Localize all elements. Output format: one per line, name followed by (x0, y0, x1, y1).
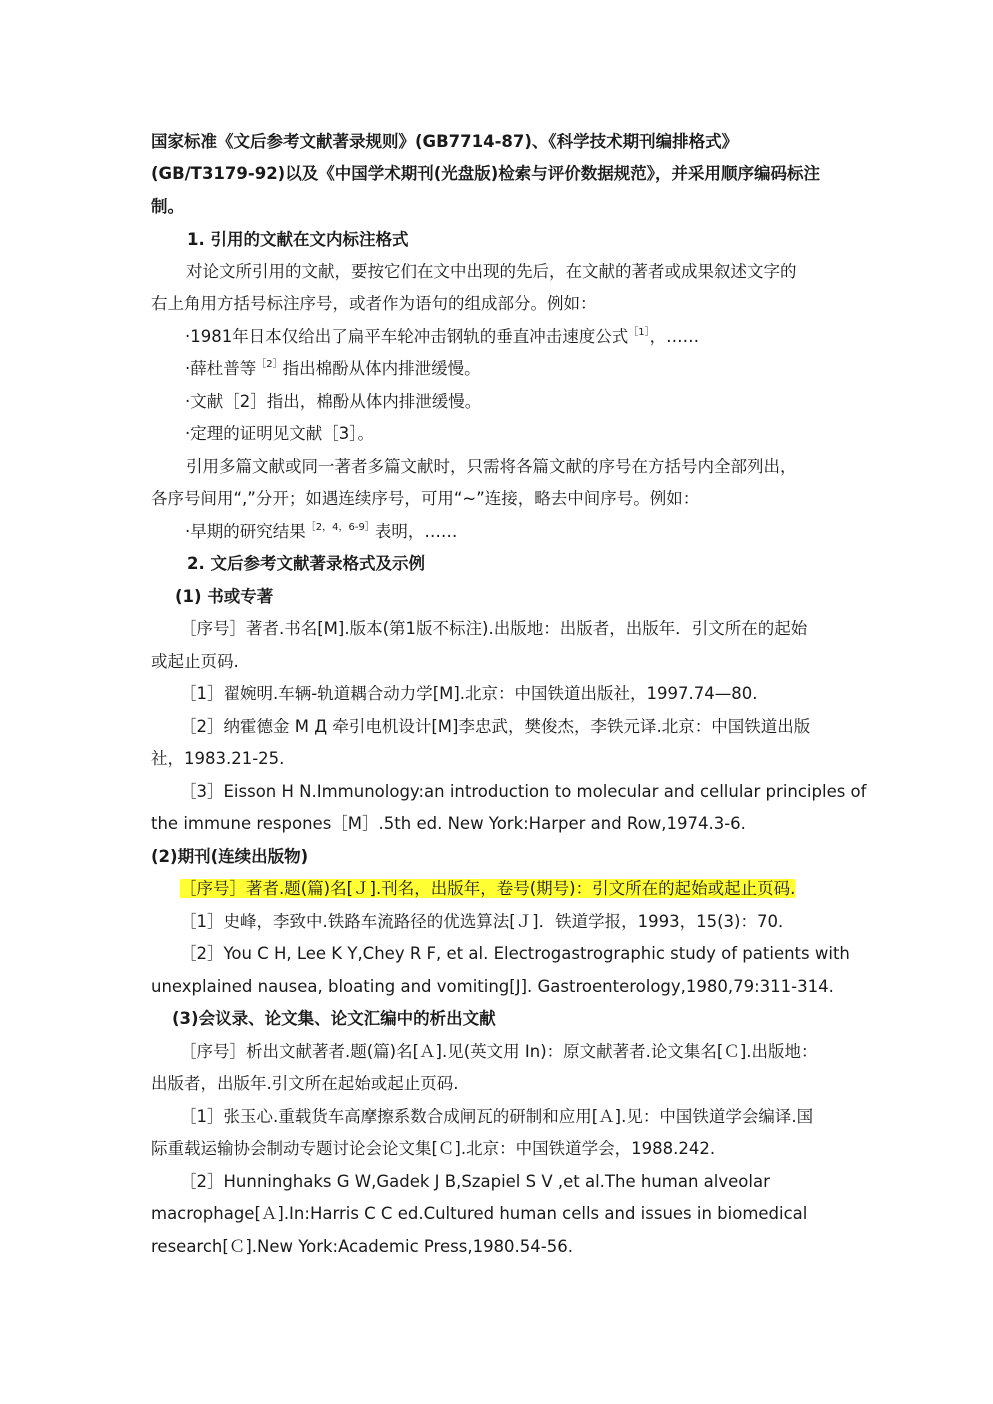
example-2-tail: 指出棉酚从体内排泄缓慢。 (282, 359, 481, 378)
example-5-tail: 表明，…… (374, 522, 458, 541)
example-5 (185, 521, 457, 546)
conference-ref-1-line2: 际重载运输协会制动专题讨论会论文集[Ｃ].北京：中国铁道学会，1988.242. (151, 1139, 716, 1158)
intro-line-3: 制。 (151, 197, 184, 216)
example-2 (185, 358, 481, 383)
conference-format-line2: 出版者，出版年.引文所在起始或起止页码. (151, 1074, 459, 1093)
example-2-citation: ［2］ (256, 359, 283, 370)
example-1-citation: ［1］ (628, 327, 650, 338)
example-3: ·文献［2］指出，棉酚从体内排泄缓慢。 (185, 392, 482, 411)
example-5-text: ·早期的研究结果 (185, 522, 306, 541)
book-ref-3-line2: the immune respones［M］.5th ed. New York:Harper and Row,1974.3-6. (151, 814, 746, 833)
section1-heading: 1. 引用的文献在文内标注格式 (187, 230, 409, 249)
journal-format-highlight: ［序号］著者.题(篇)名[Ｊ].刊名，出版年，卷号(期号)：引文所在的起始或起止页码. (180, 879, 796, 898)
journal-format (180, 878, 795, 900)
book-ref-3-line1: ［3］Eisson H N.Immunology:an introduction to molecular and cellular principles of (180, 782, 867, 801)
conference-ref-1-line1: ［1］张玉心.重载货车高摩擦系数合成闸瓦的研制和应用[Ａ].见：中国铁道学会编译.国 (180, 1107, 814, 1126)
journal-ref-2-line2: unexplained nausea, bloating and vomiting[J]. Gastroenterology,1980,79:311-314. (151, 977, 834, 996)
book-ref-1: ［1］翟婉明.车辆-轨道耦合动力学[M].北京：中国铁道出版社，1997.74—80. (180, 684, 758, 703)
book-heading: (1) 书或专著 (175, 587, 274, 606)
section2-heading: 2. 文后参考文献著录格式及示例 (187, 554, 425, 573)
book-ref-2-line1: ［2］纳霍德金 M Д 牵引电机设计[M]李忠武，樊俊杰，李铁元译.北京：中国铁道出版 (180, 717, 811, 736)
journal-heading: (2)期刊(连续出版物) (151, 847, 309, 866)
conference-format-line1: ［序号］析出文献著者.题(篇)名[Ａ].见(英文用 In)：原文献著者.论文集名[Ｃ].出版地： (180, 1042, 818, 1061)
example-1 (185, 326, 699, 351)
section1-para1-line2: 右上角用方括号标注序号，或者作为语句的组成部分。例如： (151, 294, 597, 313)
conference-ref-2-line1: ［2］Hunninghaks G W,Gadek J B,Szapiel S V ,et al.The human alveolar (180, 1172, 770, 1191)
conference-heading: (3)会议录、论文集、论文汇编中的析出文献 (172, 1009, 496, 1028)
example-2-text: ·薛杜普等 (185, 359, 257, 378)
intro-line-2: (GB/T3179-92)以及《中国学术期刊(光盘版)检索与评价数据规范》，并采用顺序编码标注 (151, 164, 821, 183)
conference-ref-2-line3: research[Ｃ].New York:Academic Press,1980.54-56. (151, 1237, 573, 1256)
book-ref-2-line2: 社，1983.21-25. (151, 749, 285, 768)
book-format-line2: 或起止页码. (151, 652, 239, 671)
journal-ref-2-line1: ［2］You C H, Lee K Y,Chey R F, et al. Electrogastrographic study of patients with (180, 944, 850, 963)
example-4: ·定理的证明见文献［3］。 (185, 424, 374, 443)
section1-para2-line1: 引用多篇文献或同一著者多篇文献时，只需将各篇文献的序号在方括号内全部列出， (186, 457, 797, 476)
example-5-citation: ［2，4，6-9］ (305, 522, 375, 533)
intro-line-1: 国家标准《文后参考文献著录规则》(GB7714-87)、《科学技术期刊编排格式》 (151, 132, 739, 151)
journal-ref-1: ［1］史峰，李致中.铁路车流路径的优选算法[Ｊ]．铁道学报，1993，15(3)：70． (180, 912, 795, 931)
example-1-tail: ，…… (649, 327, 700, 346)
conference-ref-2-line2: macrophage[Ａ].In:Harris C C ed.Cultured human cells and issues in biomedical (151, 1204, 808, 1223)
section1-para1-line1: 对论文所引用的文献，要按它们在文中出现的先后，在文献的著者或成果叙述文字的 (186, 262, 797, 281)
book-format-line1: ［序号］著者.书名[M].版本(第1版不标注).出版地：出版者，出版年．引文所在的起始 (180, 619, 808, 638)
section1-para2-line2: 各序号间用“,”分开；如遇连续序号，可用“~”连接，略去中间序号。例如： (151, 489, 700, 508)
example-1-text: ·1981年日本仅给出了扁平车轮冲击钢轨的垂直冲击速度公式 (185, 327, 629, 346)
